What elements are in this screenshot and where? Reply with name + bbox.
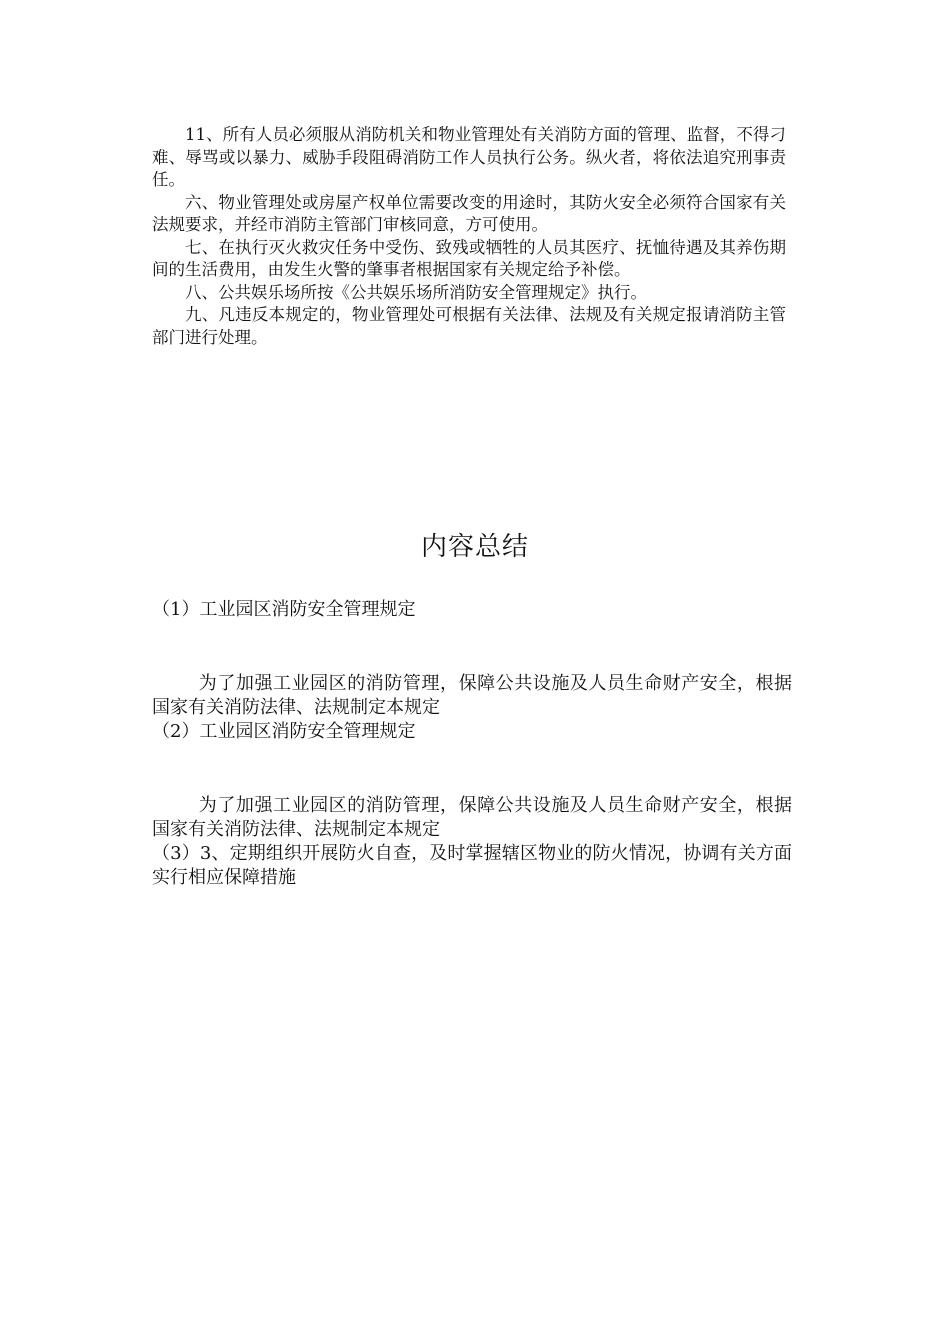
summary-heading: （2）工业园区消防安全管理规定 <box>152 721 416 742</box>
summary-heading: （1）工业园区消防安全管理规定 <box>152 599 416 620</box>
paragraph-seven: 七、在执行灭火救灾任务中受伤、致残或牺牲的人员其医疗、抚恤待遇及其养伤期间的生活费用，由发生火警的肇事者根据国家有关规定给予补偿。 <box>152 237 786 279</box>
summary-heading: （3）3、定期组织开展防火自查，及时掌握辖区物业的防火情况，协调有关方面实行相应保障措施 <box>152 843 792 888</box>
summary-list <box>152 598 792 890</box>
summary-title: 内容总结 <box>420 532 529 562</box>
paragraph-11: 11、所有人员必须服从消防机关和物业管理处有关消防方面的管理、监督，不得刁难、辱骂或以暴力、威胁手段阻碍消防工作人员执行公务。纵火者，将依法追究刑事责任。 <box>152 125 786 189</box>
summary-item-1 <box>152 598 792 720</box>
paragraph-six: 六、物业管理处或房屋产权单位需要改变的用途时，其防火安全必须符合国家有关法规要求，并经市消防主管部门审核同意，方可使用。 <box>152 192 786 234</box>
regulation-body <box>152 124 786 349</box>
summary-spacer <box>152 622 792 672</box>
summary-item-3 <box>152 842 792 890</box>
summary-item-2 <box>152 720 792 842</box>
summary-spacer <box>152 744 792 794</box>
summary-text: 为了加强工业园区的消防管理，保障公共设施及人员生命财产安全，根据国家有关消防法律、法规制定本规定 <box>152 673 792 718</box>
paragraph-eight: 八、公共娱乐场所按《公共娱乐场所消防安全管理规定》执行。 <box>185 282 647 302</box>
summary-text: 为了加强工业园区的消防管理，保障公共设施及人员生命财产安全，根据国家有关消防法律、法规制定本规定 <box>152 795 792 840</box>
paragraph-nine: 九、凡违反本规定的，物业管理处可根据有关法律、法规及有关规定报请消防主管部门进行处理。 <box>152 305 786 347</box>
